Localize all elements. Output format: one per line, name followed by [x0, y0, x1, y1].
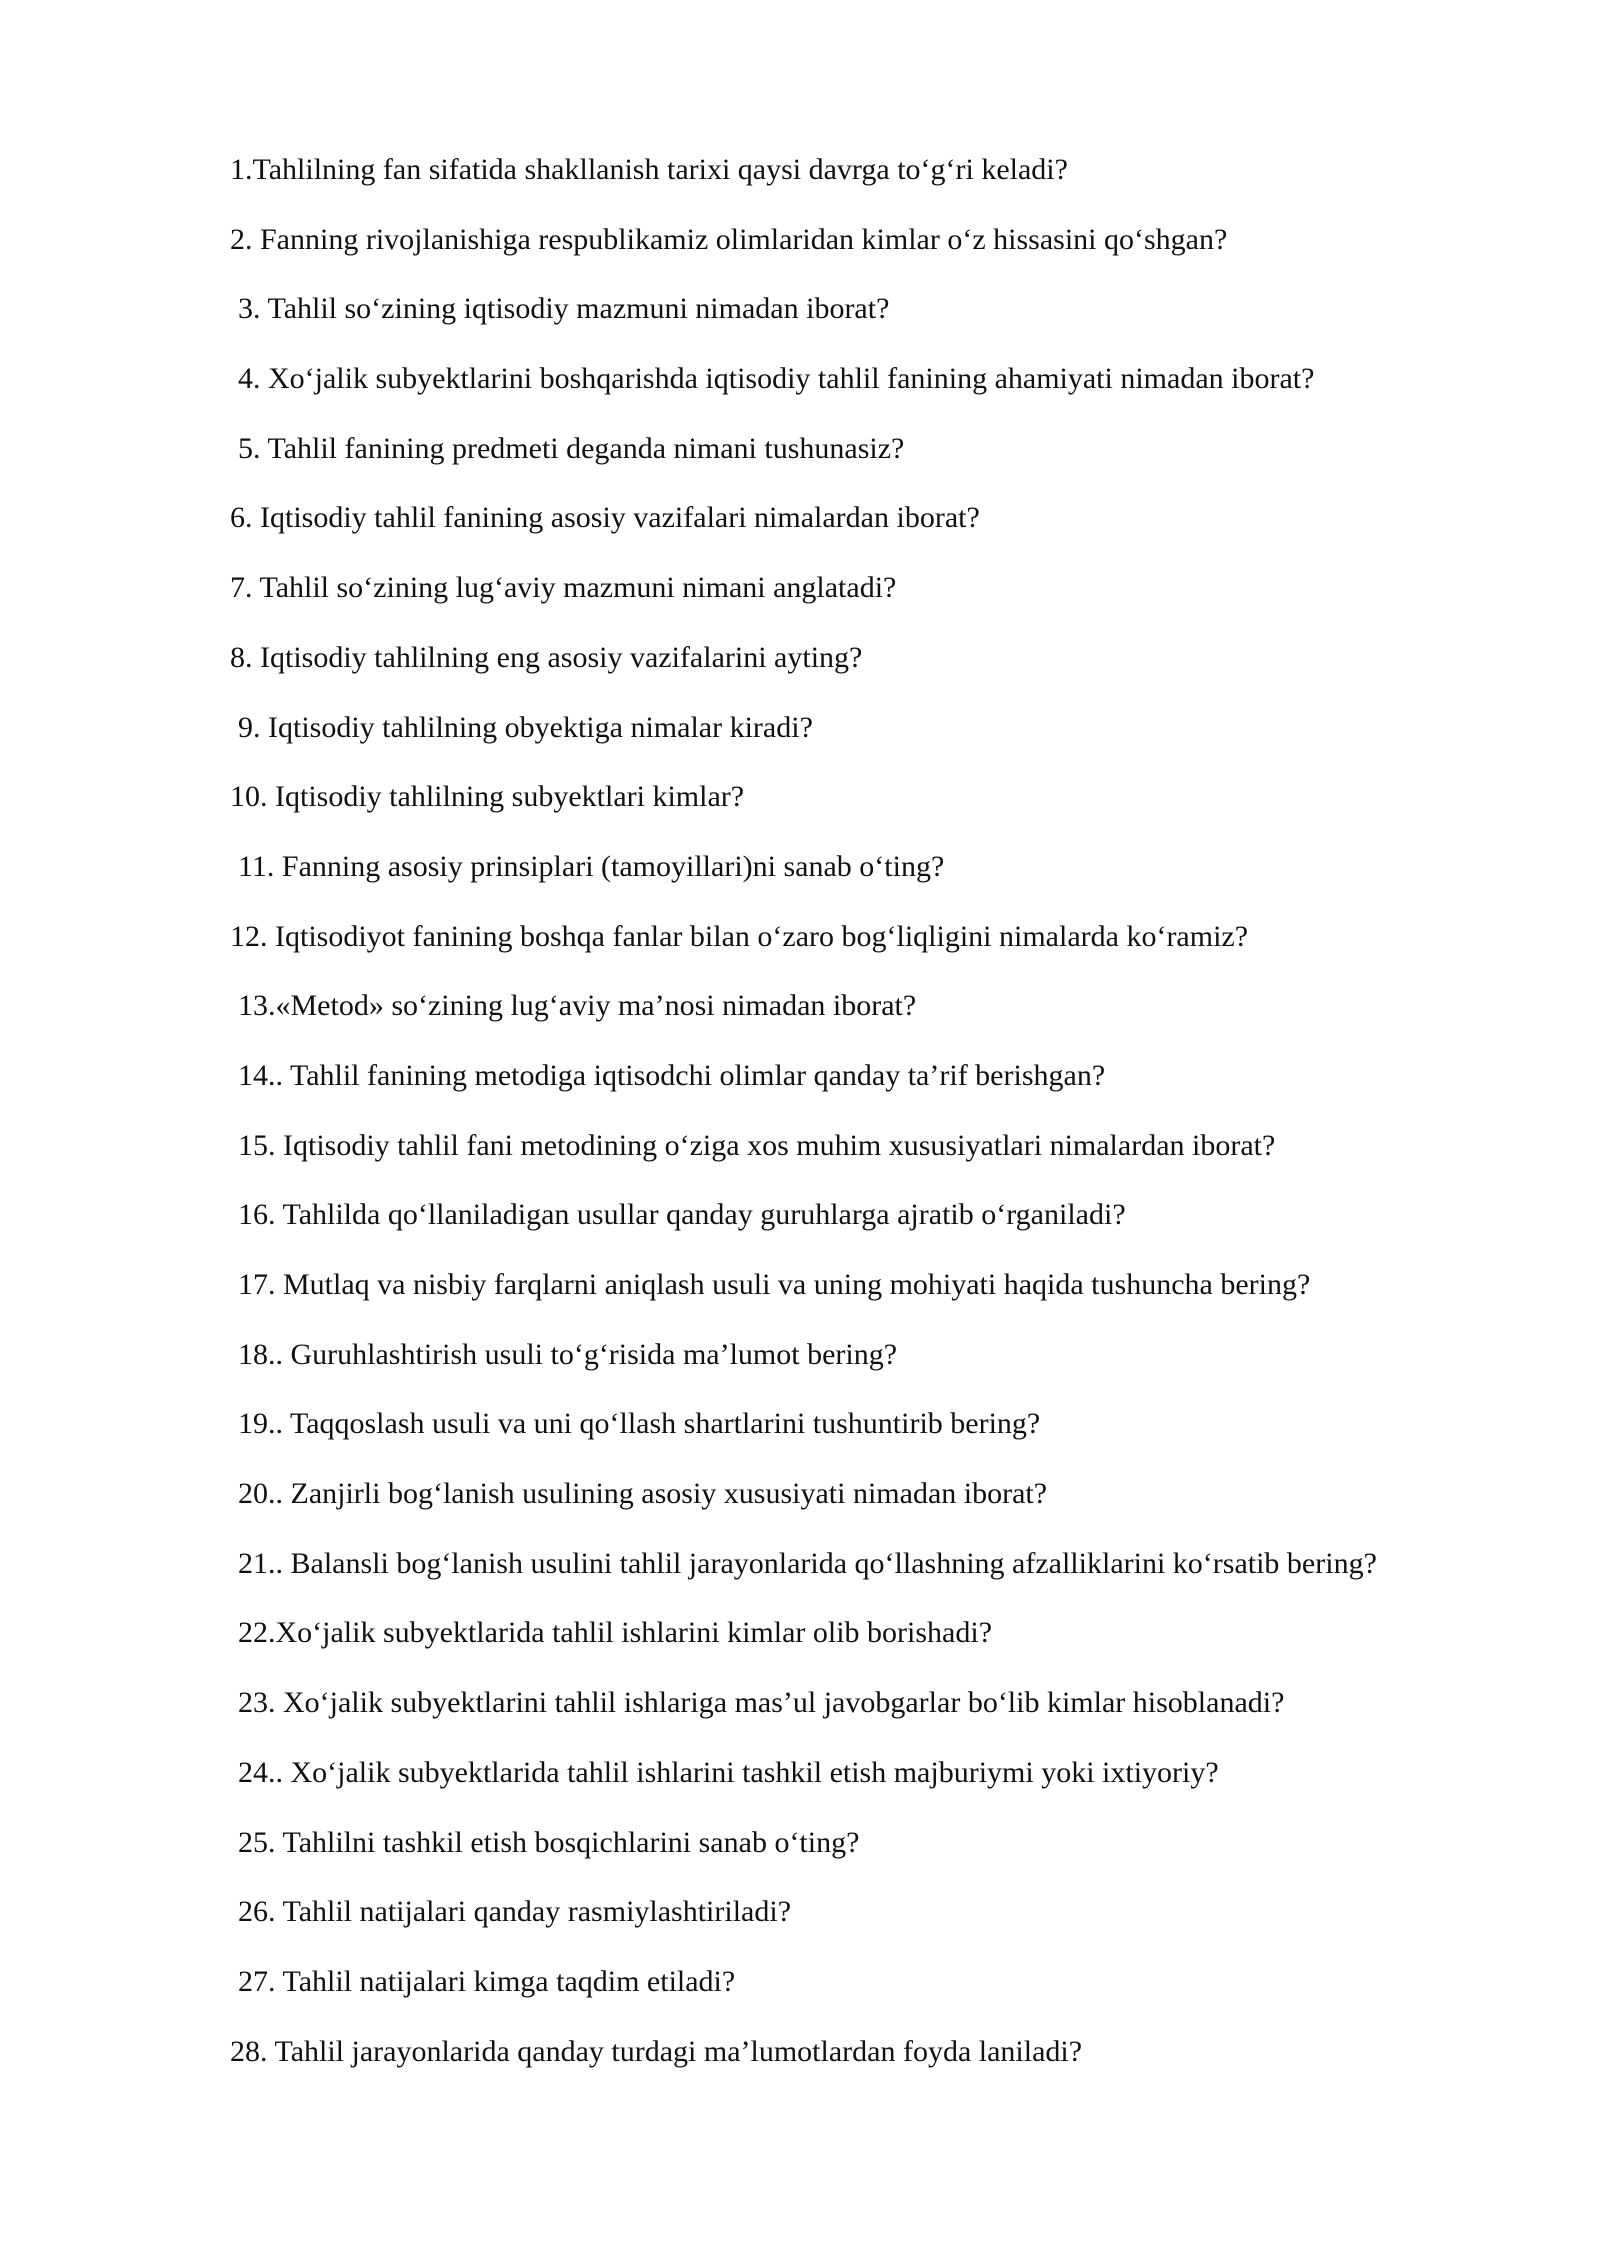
question-text: 27. Tahlil natijalari kimga taqdim etiladi? — [238, 1964, 736, 1998]
question-item — [0, 1335, 1600, 1405]
question-item — [0, 289, 1600, 359]
question-text: 24.. Xo‘jalik subyektlarida tahlil ishlarini tashkil etish majburiymi yoki ixtiyoriy? — [238, 1755, 1219, 1789]
question-text: 3. Tahlil so‘zining iqtisodiy mazmuni nimadan iborat? — [238, 292, 890, 326]
question-item — [0, 568, 1600, 638]
question-item — [0, 1753, 1600, 1823]
question-text: 22.Xo‘jalik subyektlarida tahlil ishlarini kimlar olib borishadi? — [238, 1616, 993, 1650]
question-item — [0, 1056, 1600, 1126]
question-text: 19.. Taqqoslash usuli va uni qo‘llash shartlarini tushuntirib bering? — [238, 1407, 1041, 1441]
question-text: 15. Iqtisodiy tahlil fani metodining o‘ziga xos muhim xususiyatlari nimalardan iborat? — [238, 1128, 1276, 1162]
question-text: 1.Tahlilning fan sifatida shakllanish tarixi qaysi davrga to‘g‘ri keladi? — [230, 153, 1068, 186]
question-item — [0, 917, 1600, 987]
question-item — [0, 1683, 1600, 1753]
question-text: 12. Iqtisodiyot fanining boshqa fanlar bilan o‘zaro bog‘liqligini nimalarda ko‘ramiz? — [230, 919, 1249, 953]
question-list — [0, 150, 1600, 2101]
question-text: 2. Fanning rivojlanishiga respublikamiz olimlaridan kimlar o‘z hissasini qo‘shgan? — [230, 222, 1228, 256]
question-text: 4. Xo‘jalik subyektlarini boshqarishda iqtisodiy tahlil fanining ahamiyati nimadan iborat? — [238, 362, 1315, 396]
question-text: 10. Iqtisodiy tahlilning subyektlari kimlar? — [230, 780, 745, 814]
question-item — [0, 1962, 1600, 2032]
question-text: 20.. Zanjirli bog‘lanish usulining asosiy xususiyati nimadan iborat? — [238, 1477, 1048, 1511]
question-text: 14.. Tahlil fanining metodiga iqtisodchi olimlar qanday ta’rif berishgan? — [238, 1058, 1106, 1092]
question-item — [0, 150, 1600, 220]
question-item — [0, 1613, 1600, 1683]
question-text: 13.«Metod» so‘zining lug‘aviy ma’nosi nimadan iborat? — [238, 989, 917, 1023]
question-text: 7. Tahlil so‘zining lug‘aviy mazmuni nimani anglatadi? — [230, 571, 897, 605]
question-text: 8. Iqtisodiy tahlilning eng asosiy vazifalarini ayting? — [230, 640, 863, 674]
question-text: 28. Tahlil jarayonlarida qanday turdagi ma’lumotlardan foyda laniladi? — [230, 2034, 1083, 2068]
question-item — [0, 1892, 1600, 1962]
question-item — [0, 777, 1600, 847]
question-item — [0, 1195, 1600, 1265]
question-item — [0, 847, 1600, 917]
question-item — [0, 1823, 1600, 1893]
question-item — [0, 1544, 1600, 1614]
question-item — [0, 638, 1600, 708]
question-item — [0, 498, 1600, 568]
question-text: 6. Iqtisodiy tahlil fanining asosiy vazifalari nimalardan iborat? — [230, 501, 980, 535]
question-text: 17. Mutlaq va nisbiy farqlarni aniqlash usuli va uning mohiyati haqida tushuncha bering? — [238, 1268, 1311, 1301]
question-item — [0, 986, 1600, 1056]
question-item — [0, 1126, 1600, 1196]
question-item — [0, 220, 1600, 290]
question-item — [0, 1404, 1600, 1474]
question-text: 9. Iqtisodiy tahlilning obyektiga nimalar kiradi? — [238, 710, 813, 744]
question-item — [0, 1474, 1600, 1544]
question-text: 5. Tahlil fanining predmeti deganda nimani tushunasiz? — [238, 431, 905, 465]
question-text: 25. Tahlilni tashkil etish bosqichlarini sanab o‘ting? — [238, 1825, 860, 1859]
question-text: 21.. Balansli bog‘lanish usulini tahlil jarayonlarida qo‘llashning afzalliklarini ko‘rsatib bering? — [238, 1546, 1377, 1580]
question-item — [0, 1265, 1600, 1335]
question-text: 18.. Guruhlashtirish usuli to‘g‘risida ma’lumot bering? — [238, 1337, 898, 1371]
question-item — [0, 708, 1600, 778]
question-item — [0, 2032, 1600, 2102]
question-text: 16. Tahlilda qo‘llaniladigan usullar qanday guruhlarga ajratib o‘rganiladi? — [238, 1198, 1126, 1232]
question-text: 23. Xo‘jalik subyektlarini tahlil ishlariga mas’ul javobgarlar bo‘lib kimlar hisoblanadi? — [238, 1686, 1285, 1720]
question-item — [0, 429, 1600, 499]
question-text: 26. Tahlil natijalari qanday rasmiylashtiriladi? — [238, 1895, 792, 1929]
question-item — [0, 359, 1600, 429]
question-text: 11. Fanning asosiy prinsiplari (tamoyillari)ni sanab o‘ting? — [238, 849, 945, 883]
